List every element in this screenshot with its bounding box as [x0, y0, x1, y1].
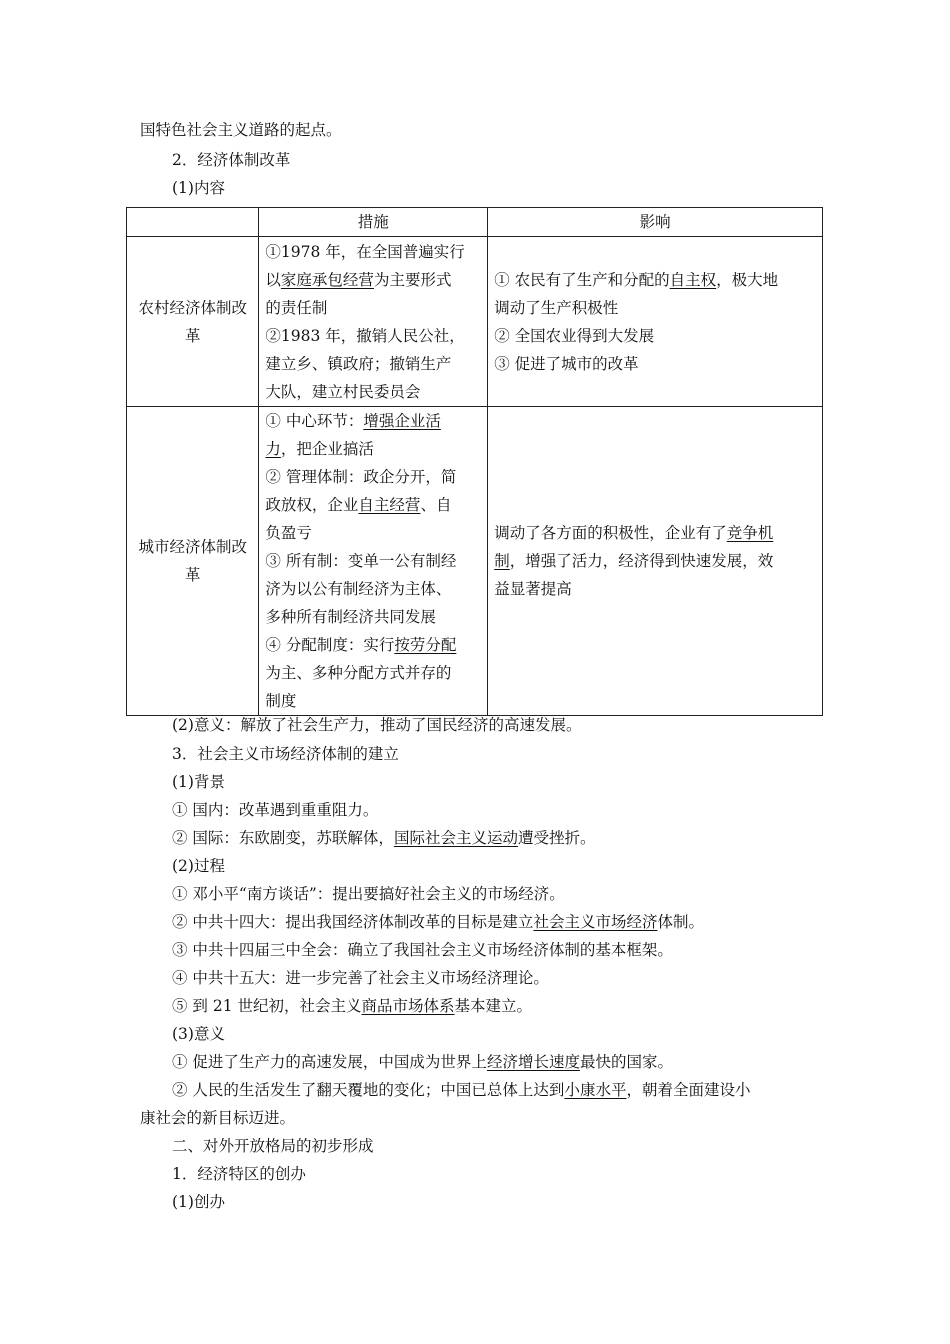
cell-line: ② 全国农业得到大发展: [494, 326, 655, 345]
continued-line: 国特色社会主义道路的起点。: [140, 121, 342, 139]
cell-line: 为主、多种分配方式并存的: [265, 664, 452, 682]
key-term: 竞争机: [726, 524, 774, 542]
paragraph-line: 康社会的新目标迈进。: [140, 1109, 296, 1127]
key-term: 制: [494, 552, 510, 570]
key-term: 自主权: [669, 270, 717, 289]
section-heading-economic-reform: 2．经济体制改革: [172, 151, 291, 169]
cell-line: ① 中心环节：增强企业活: [265, 412, 441, 430]
cell-line: ①1978 年，在全国普遍实行: [265, 242, 465, 261]
paragraph-line: ② 人民的生活发生了翻天覆地的变化；中国已总体上达到小康水平，朝着全面建设小: [172, 1081, 751, 1099]
row-name-cell: [127, 237, 259, 407]
cell-line: 建立乡、镇政府；撤销生产: [265, 354, 452, 373]
cell-line: ③ 所有制：变单一公有制经: [265, 552, 457, 570]
paragraph-line: (2)过程: [172, 857, 225, 875]
paragraph-line: ⑤ 到 21 世纪初，社会主义商品市场体系基本建立。: [172, 997, 533, 1015]
row-name-line: 农村经济体制改: [138, 298, 247, 317]
cell-line: ③ 促进了城市的改革: [494, 354, 639, 373]
key-term: 小康水平: [564, 1081, 627, 1099]
table-row: [127, 407, 823, 716]
paragraph-line: ② 国际：东欧剧变，苏联解体，国际社会主义运动遭受挫折。: [172, 829, 596, 847]
key-term: 商品市场体系: [361, 997, 455, 1015]
paragraph-line: ① 国内：改革遇到重重阻力。: [172, 801, 379, 819]
paragraph-line: ① 邓小平“南方谈话”：提出要搞好社会主义的市场经济。: [172, 885, 565, 903]
paragraph-line: ② 中共十四大：提出我国经济体制改革的目标是建立社会主义市场经济体制。: [172, 913, 704, 931]
cell-line: 制，增强了活力，经济得到快速发展，效: [494, 552, 774, 570]
cell-line: 多种所有制经济共同发展: [265, 608, 436, 626]
row-name-cell: [127, 407, 259, 716]
key-term: 自主经营: [358, 496, 421, 514]
paragraph-line: ① 促进了生产力的高速发展，中国成为世界上经济增长速度最快的国家。: [172, 1053, 673, 1071]
key-term: 按劳分配: [394, 636, 457, 654]
measures-cell: [259, 407, 488, 716]
key-term: 家庭承包经营: [280, 270, 374, 289]
cell-line: ① 农民有了生产和分配的自主权，极大地: [494, 270, 779, 289]
cell-line: 负盈亏: [265, 524, 312, 542]
key-term: 经济增长速度: [486, 1053, 580, 1071]
key-term: 增强企业活: [363, 412, 441, 430]
cell-line: 大队，建立村民委员会: [265, 382, 421, 401]
cell-line: ②1983 年，撤销人民公社，: [265, 326, 465, 345]
key-term: 力: [265, 440, 281, 458]
header-measures: 措施: [259, 208, 488, 237]
cell-line: ④ 分配制度：实行按劳分配: [265, 636, 457, 654]
row-name-line: 革: [184, 326, 201, 345]
cell-line: 制度: [265, 692, 297, 710]
effects-cell: [488, 407, 823, 716]
header-blank: [127, 208, 259, 237]
header-effects: 影响: [488, 208, 823, 237]
row-name-line: 革: [184, 566, 201, 584]
paragraph-line: (3)意义: [172, 1025, 225, 1043]
measures-cell: [259, 237, 488, 407]
cell-line: 以家庭承包经营为主要形式: [265, 270, 452, 289]
paragraph-line: (1)背景: [172, 773, 225, 791]
cell-line: 力，把企业搞活: [265, 440, 374, 458]
cell-line: ② 管理体制：政企分开，简: [265, 468, 457, 486]
table-row: [127, 237, 823, 407]
key-term: 社会主义市场经济: [533, 913, 658, 931]
cell-line: 政放权，企业自主经营、自: [265, 496, 452, 514]
paragraph-line: (1)创办: [172, 1193, 225, 1211]
paragraph-line: ④ 中共十五大：进一步完善了社会主义市场经济理论。: [172, 969, 549, 987]
paragraph-line: 3．社会主义市场经济体制的建立: [172, 745, 399, 763]
key-term: 国际社会主义运动: [393, 829, 518, 847]
reform-table: [126, 207, 823, 716]
paragraph-line: (2)意义：解放了社会生产力，推动了国民经济的高速发展。: [172, 716, 582, 734]
paragraph-line: ③ 中共十四届三中全会：确立了我国社会主义市场经济体制的基本框架。: [172, 941, 673, 959]
cell-line: 的责任制: [265, 298, 328, 317]
table-header-row: [127, 208, 823, 237]
cell-line: 调动了生产积极性: [494, 298, 619, 317]
subsection-content-label: (1)内容: [172, 179, 225, 197]
cell-line: 益显著提高: [494, 580, 572, 598]
cell-line: 济为以公有制经济为主体、: [265, 580, 452, 598]
paragraph-line: 二、对外开放格局的初步形成: [172, 1137, 374, 1155]
paragraph-line: 1．经济特区的创办: [172, 1165, 306, 1183]
effects-cell: [488, 237, 823, 407]
cell-line: 调动了各方面的积极性，企业有了竞争机: [494, 524, 774, 542]
row-name-line: 城市经济体制改: [138, 538, 247, 556]
